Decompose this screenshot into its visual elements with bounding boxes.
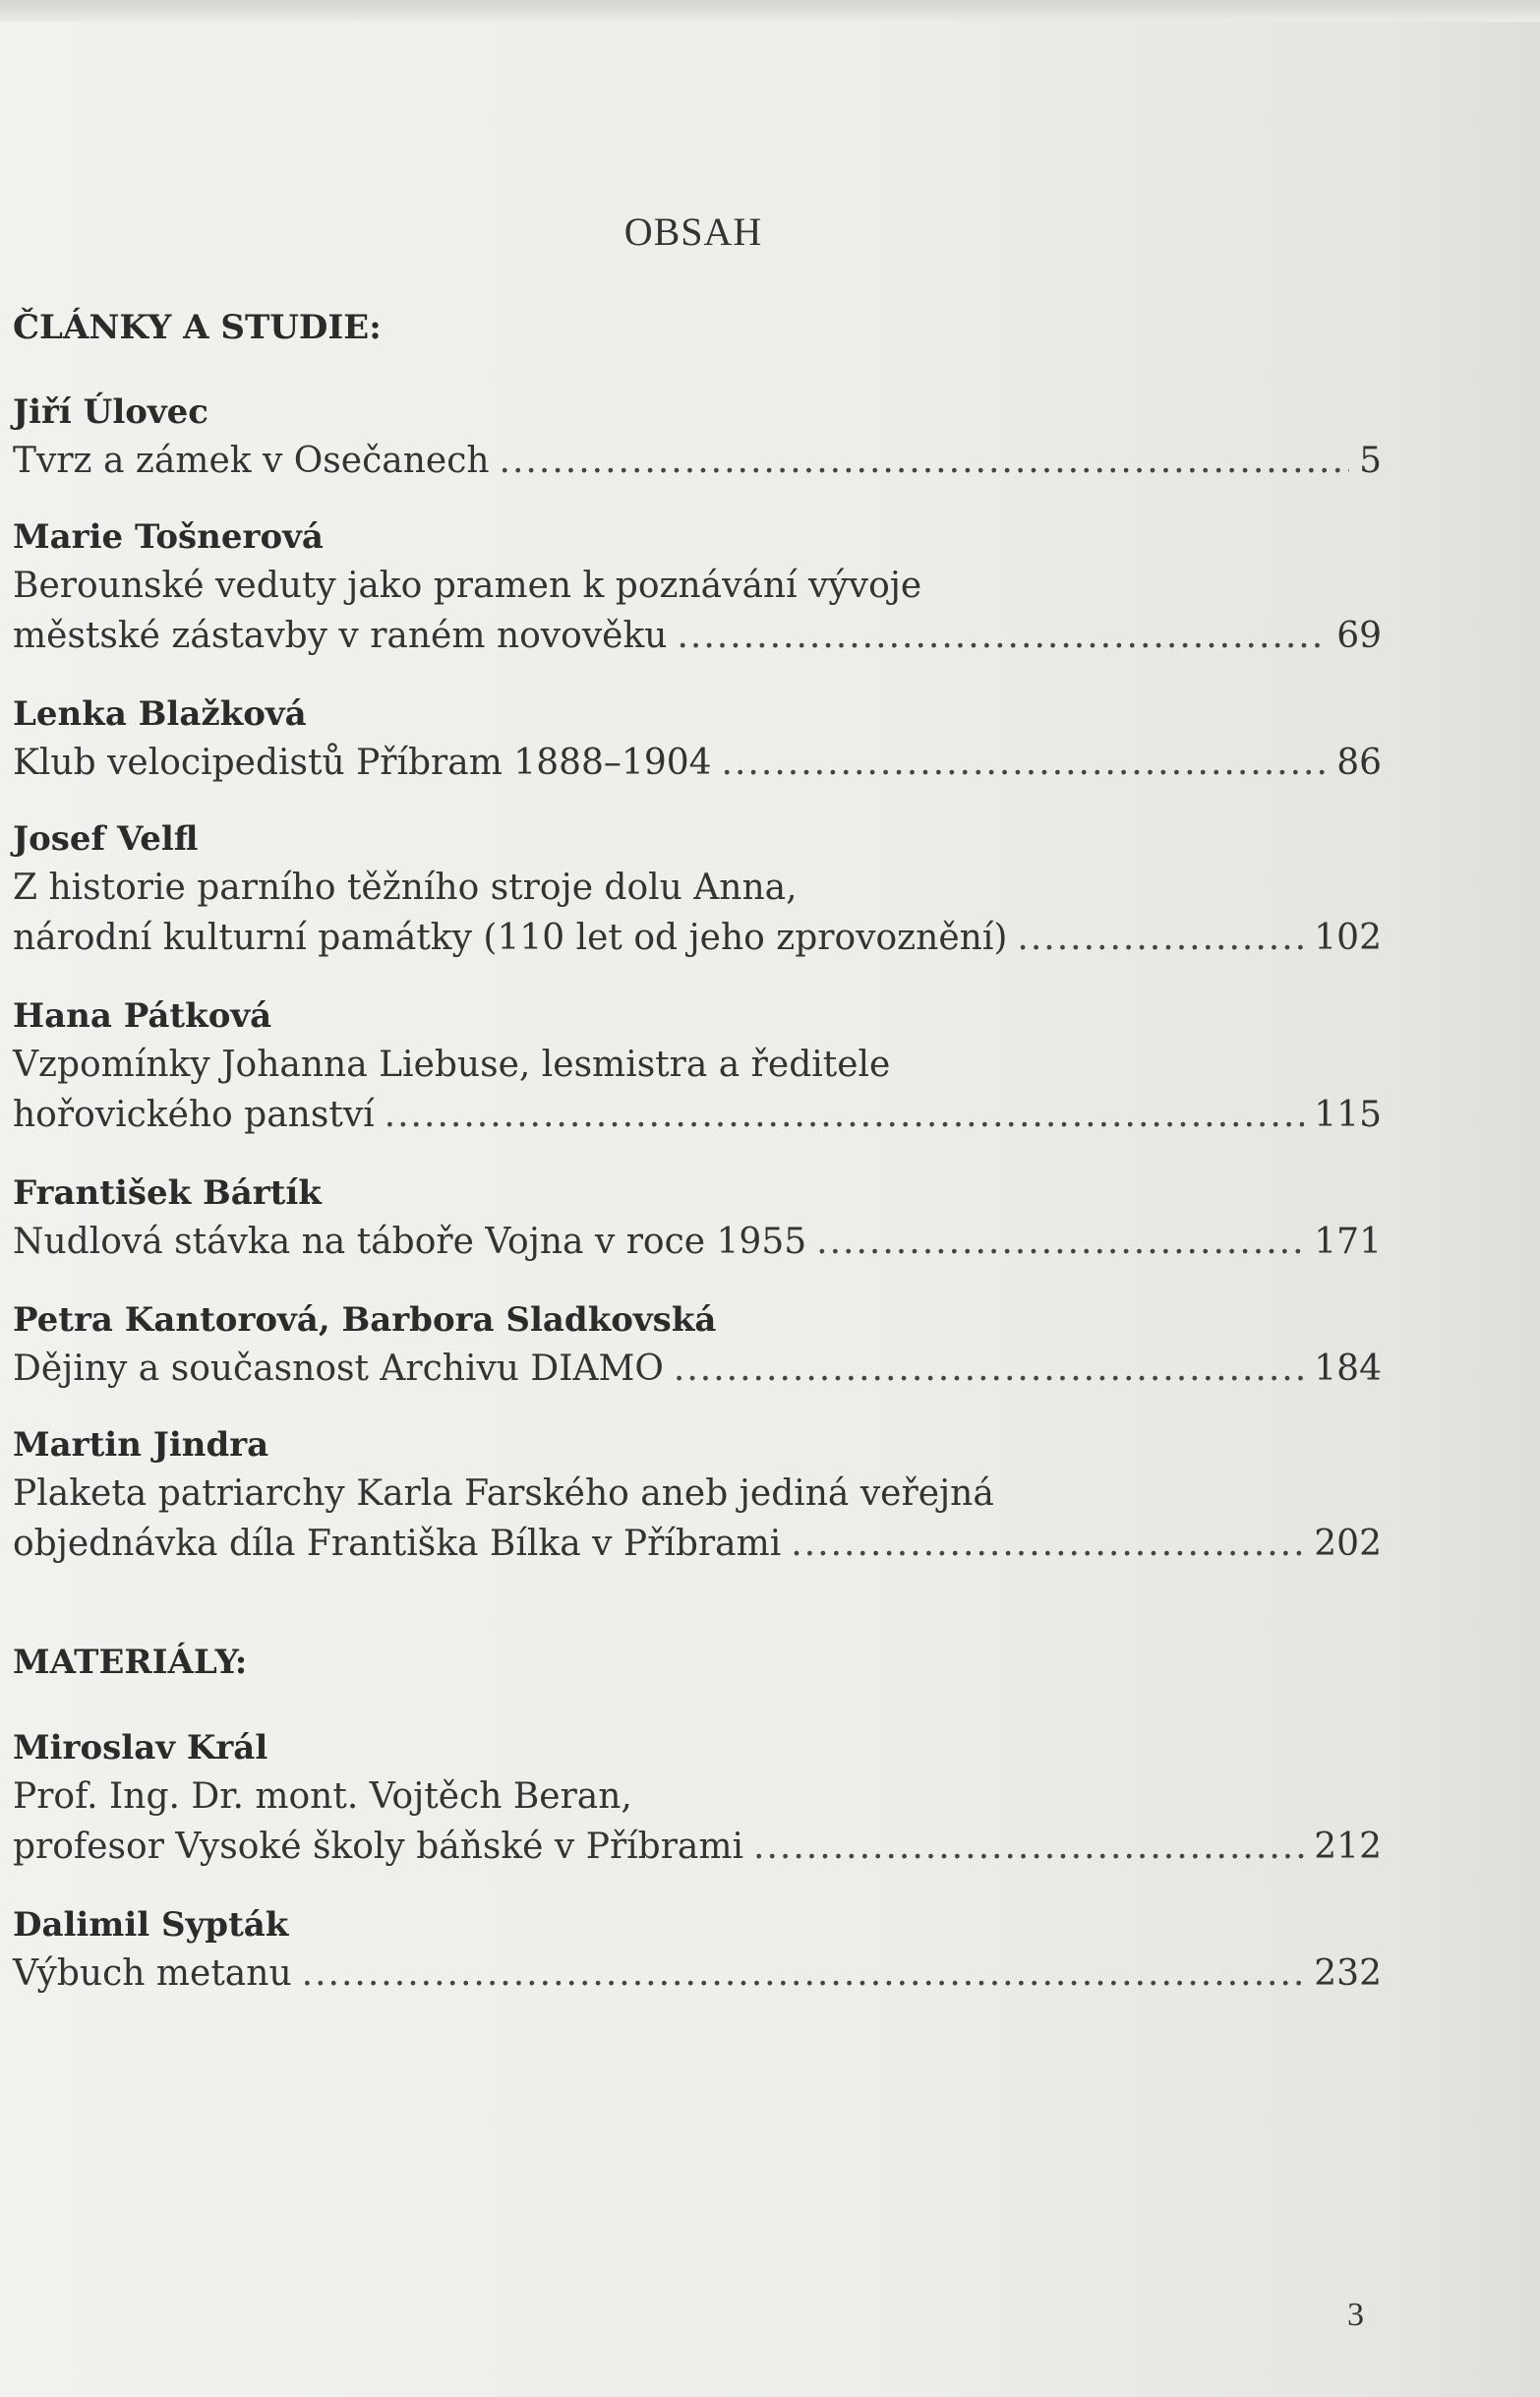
entry-page-number: 171 — [1314, 1222, 1382, 1262]
entry-title: Dějiny a současnost Archivu DIAMO — [13, 1348, 664, 1389]
entry-title: Vzpomínky Johanna Liebuse, lesmistra a ředitele — [13, 1045, 891, 1085]
entry-title-line — [13, 1948, 1382, 1999]
toc-materials — [13, 1726, 1382, 2028]
dot-leader — [791, 1519, 1304, 1569]
entry-title: národní kulturní památky (110 let od jeho zprovoznění) — [13, 918, 1008, 958]
section-title-articles: ČLÁNKY A STUDIE: — [13, 308, 382, 347]
entry-page-number: 212 — [1314, 1827, 1382, 1867]
entry-title-line — [13, 738, 1382, 788]
entry-title: městské zástavby v raném novověku — [13, 616, 668, 656]
entry-page-number: 86 — [1336, 743, 1382, 783]
entry-title: Z historie parního těžního stroje dolu Anna, — [13, 868, 798, 908]
entry-title-line — [13, 1519, 1382, 1569]
entry-author: Josef Velfl — [13, 819, 199, 859]
toc-entry — [13, 1726, 1382, 1903]
contents-heading: OBSAH — [623, 210, 763, 254]
entry-title-line — [13, 1822, 1382, 1872]
dot-leader — [500, 436, 1350, 486]
entry-title: profesor Vysoké školy báňské v Příbrami — [13, 1827, 744, 1867]
section-title-materials: MATERIÁLY: — [13, 1643, 248, 1682]
entry-title-line — [13, 561, 1382, 611]
dot-leader — [674, 1344, 1304, 1394]
entry-page-number: 232 — [1314, 1953, 1382, 1994]
entry-page-number: 115 — [1314, 1095, 1382, 1135]
toc-entry — [13, 1903, 1382, 2028]
entry-page-number: 5 — [1359, 441, 1382, 481]
entry-title: Berounské veduty jako pramen k poznávání vývoje — [13, 566, 922, 606]
entry-page-number: 102 — [1314, 918, 1382, 958]
entry-author: František Bártík — [13, 1173, 322, 1213]
entry-title-line — [13, 1468, 1382, 1519]
page-number: 3 — [1347, 2297, 1364, 2333]
toc-entry — [13, 1423, 1382, 1600]
dot-leader — [722, 738, 1328, 788]
entry-title-line — [13, 1344, 1382, 1394]
page-top-shadow — [0, 0, 1540, 22]
entry-title-line — [13, 863, 1382, 913]
dot-leader — [677, 611, 1327, 661]
toc-entry — [13, 817, 1382, 994]
entry-author: Hana Pátková — [13, 996, 272, 1036]
entry-author: Martin Jindra — [13, 1425, 269, 1465]
dot-leader — [302, 1948, 1305, 1999]
toc-entry — [13, 390, 1382, 515]
entry-author: Dalimil Sypták — [13, 1905, 289, 1945]
toc-entry — [13, 1171, 1382, 1298]
entry-title-line — [13, 1090, 1382, 1140]
dot-leader — [1017, 913, 1304, 963]
entry-author: Miroslav Král — [13, 1728, 268, 1768]
toc-entry — [13, 692, 1382, 817]
entry-author: Petra Kantorová, Barbora Sladkovská — [13, 1300, 717, 1340]
entry-title: Výbuch metanu — [13, 1953, 292, 1994]
entry-title-line — [13, 1217, 1382, 1267]
entry-title-line — [13, 436, 1382, 486]
toc-articles — [13, 390, 1382, 1600]
toc-entry — [13, 515, 1382, 692]
dot-leader — [753, 1822, 1304, 1872]
entry-title-line — [13, 1040, 1382, 1090]
toc-entry — [13, 994, 1382, 1171]
entry-author: Jiří Úlovec — [13, 392, 209, 432]
entry-title-line — [13, 913, 1382, 963]
entry-author: Marie Tošnerová — [13, 517, 324, 557]
entry-title: hořovického panství — [13, 1095, 375, 1135]
entry-title: objednávka díla Františka Bílka v Příbrami — [13, 1524, 782, 1564]
entry-author: Lenka Blažková — [13, 694, 307, 734]
entry-title: Klub velocipedistů Příbram 1888–1904 — [13, 743, 712, 783]
entry-title: Tvrz a zámek v Osečanech — [13, 441, 490, 481]
dot-leader — [816, 1217, 1304, 1267]
entry-page-number: 69 — [1336, 616, 1382, 656]
dot-leader — [385, 1090, 1305, 1140]
entry-title-line — [13, 611, 1382, 661]
entry-title: Prof. Ing. Dr. mont. Vojtěch Beran, — [13, 1776, 632, 1817]
entry-title: Nudlová stávka na táboře Vojna v roce 1955 — [13, 1222, 807, 1262]
toc-entry — [13, 1298, 1382, 1423]
entry-title-line — [13, 1771, 1382, 1822]
entry-page-number: 184 — [1314, 1348, 1382, 1389]
entry-title: Plaketa patriarchy Karla Farského aneb jediná veřejná — [13, 1473, 994, 1514]
entry-page-number: 202 — [1314, 1524, 1382, 1564]
